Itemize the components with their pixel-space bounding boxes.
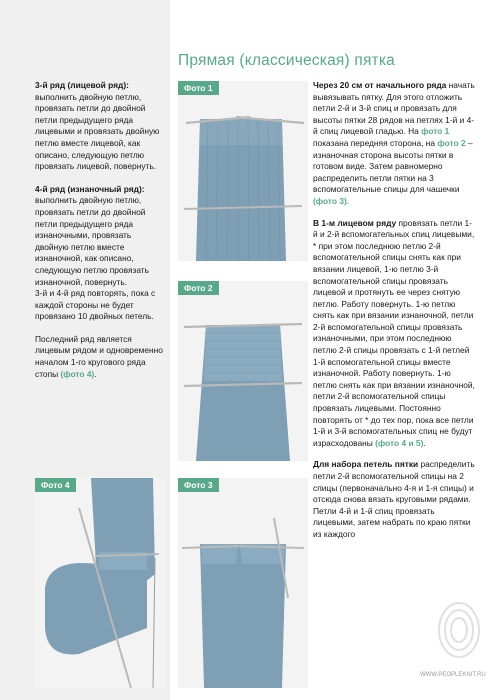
photo1-label: Фото 1 [178, 81, 219, 95]
row3-paragraph [35, 80, 165, 173]
site-watermark: WWW.PEOPLEKNIT.RU [420, 672, 486, 678]
photo2-reference: фото 2 [437, 137, 466, 148]
right-paragraph-2 [313, 218, 475, 450]
photo4-reference: (фото 4) [60, 368, 95, 379]
last-row-paragraph [35, 334, 165, 380]
right-paragraph-1 [313, 80, 475, 208]
photo4-knitting-image [35, 478, 165, 688]
right-column-text [313, 80, 475, 551]
photo3-knitting-image [178, 478, 308, 688]
page-title: Прямая (классическая) пятка [178, 52, 395, 69]
row4-paragraph [35, 184, 165, 323]
row3-text: выполнить двойную петлю, провязать петли до двойной петли предыдущего ряда лицевыми и провязать двойную петлю вместе лицевой, как описано, следующую петлю провязать лицевой, повернуть. [35, 91, 160, 172]
p1-heading: Через 20 см от начального ряда [313, 80, 447, 90]
p3-text: распределить петли 2-й вспомогательной спицы на 2 спицы (первоначально 4-я и 1-я спицы) и отсюда снова вязать круговыми рядами. Петли 4-й и 1-й спиц провязать лицевыми, затем набрать по краю пятки из каждого [313, 459, 475, 539]
photo4-label: Фото 4 [35, 478, 76, 492]
photo1-knitting-image [178, 81, 308, 261]
yarn-logo-icon [436, 600, 482, 660]
p1-text-c: – изнаночная сторона высоты пятки в готовом виде. Затем равномерно распределить петли пятки на 3 вспомогательные спицы для чашечки [313, 137, 473, 195]
p1-text-b: показана передняя сторона, на [313, 137, 438, 148]
photo4-5-reference: (фото 4 и 5) [375, 437, 424, 448]
row4-heading: 4-й ряд (изнаночный ряд): [35, 183, 145, 194]
photo3-label: Фото 3 [178, 478, 219, 492]
row3-heading: 3-й ряд (лицевой ряд): [35, 80, 129, 90]
photo1-reference: фото 1 [421, 126, 450, 137]
right-paragraph-3 [313, 459, 475, 540]
photo2-label: Фото 2 [178, 281, 219, 295]
p1-text-a: начать вывязывать пятку. Для этого отложить петли 2-й и 3-й спиц и провязать для высоты пятки 28 рядов на петлях 1-й и 4-й спиц лицевой гладью. На [313, 80, 475, 137]
row4-text: выполнить двойную петлю, провязать петли до двойной петли предыдущего ряда изнаночными, провязать двойную петлю вместе изнаночной, как описано, следующую петлю провязать изнаночной, повернуть. [35, 195, 149, 287]
p2-text-end: . [423, 437, 426, 448]
repeat-text: 3-й и 4-й ряд повторять, пока с каждой стороны не будет провязано 10 двойных петель. [35, 288, 156, 322]
left-column-text [35, 80, 165, 391]
photo2-knitting-image [178, 281, 308, 461]
p3-heading: Для набора петель пятки [313, 459, 419, 470]
last-row-text: Последний ряд является лицевым рядом и одновременно началом 1-го кругового ряда стопы [35, 333, 163, 379]
photo3-reference: (фото 3) [313, 195, 347, 206]
p1-text-d: . [346, 195, 350, 206]
p2-heading: В 1-м лицевом ряду [313, 217, 397, 228]
last-row-end: . [94, 368, 97, 379]
p2-text: провязать петли 1-й и 2-й вспомогательных спиц лицевыми, * при этом последнюю петлю 2-й вспомогательной спицы снять как при вязании лицевой, 1-ю петлю 3-й вспомогательной спицы провязать лицевой и протянуть ее через снятую петлю. Работу повернуть. 1-ю петлю снять как при вязании изнаночной, петли 2-й вспомогательной спицы провязать изнаночными, при этом последнюю петлю 2-й спицы провязать с 1-й петлей 1-й вспомогательной спицы вместе изнаночной. Работу повернуть. 1-ю петлю снять как при вязании изнаночной, петли 2-й вспомогательной спицы провязать лицевыми. Постоянно повторять от * до тех пор, пока все петли 1-й и 3-й вспомогательных спиц не будут израсходованы [313, 217, 475, 448]
